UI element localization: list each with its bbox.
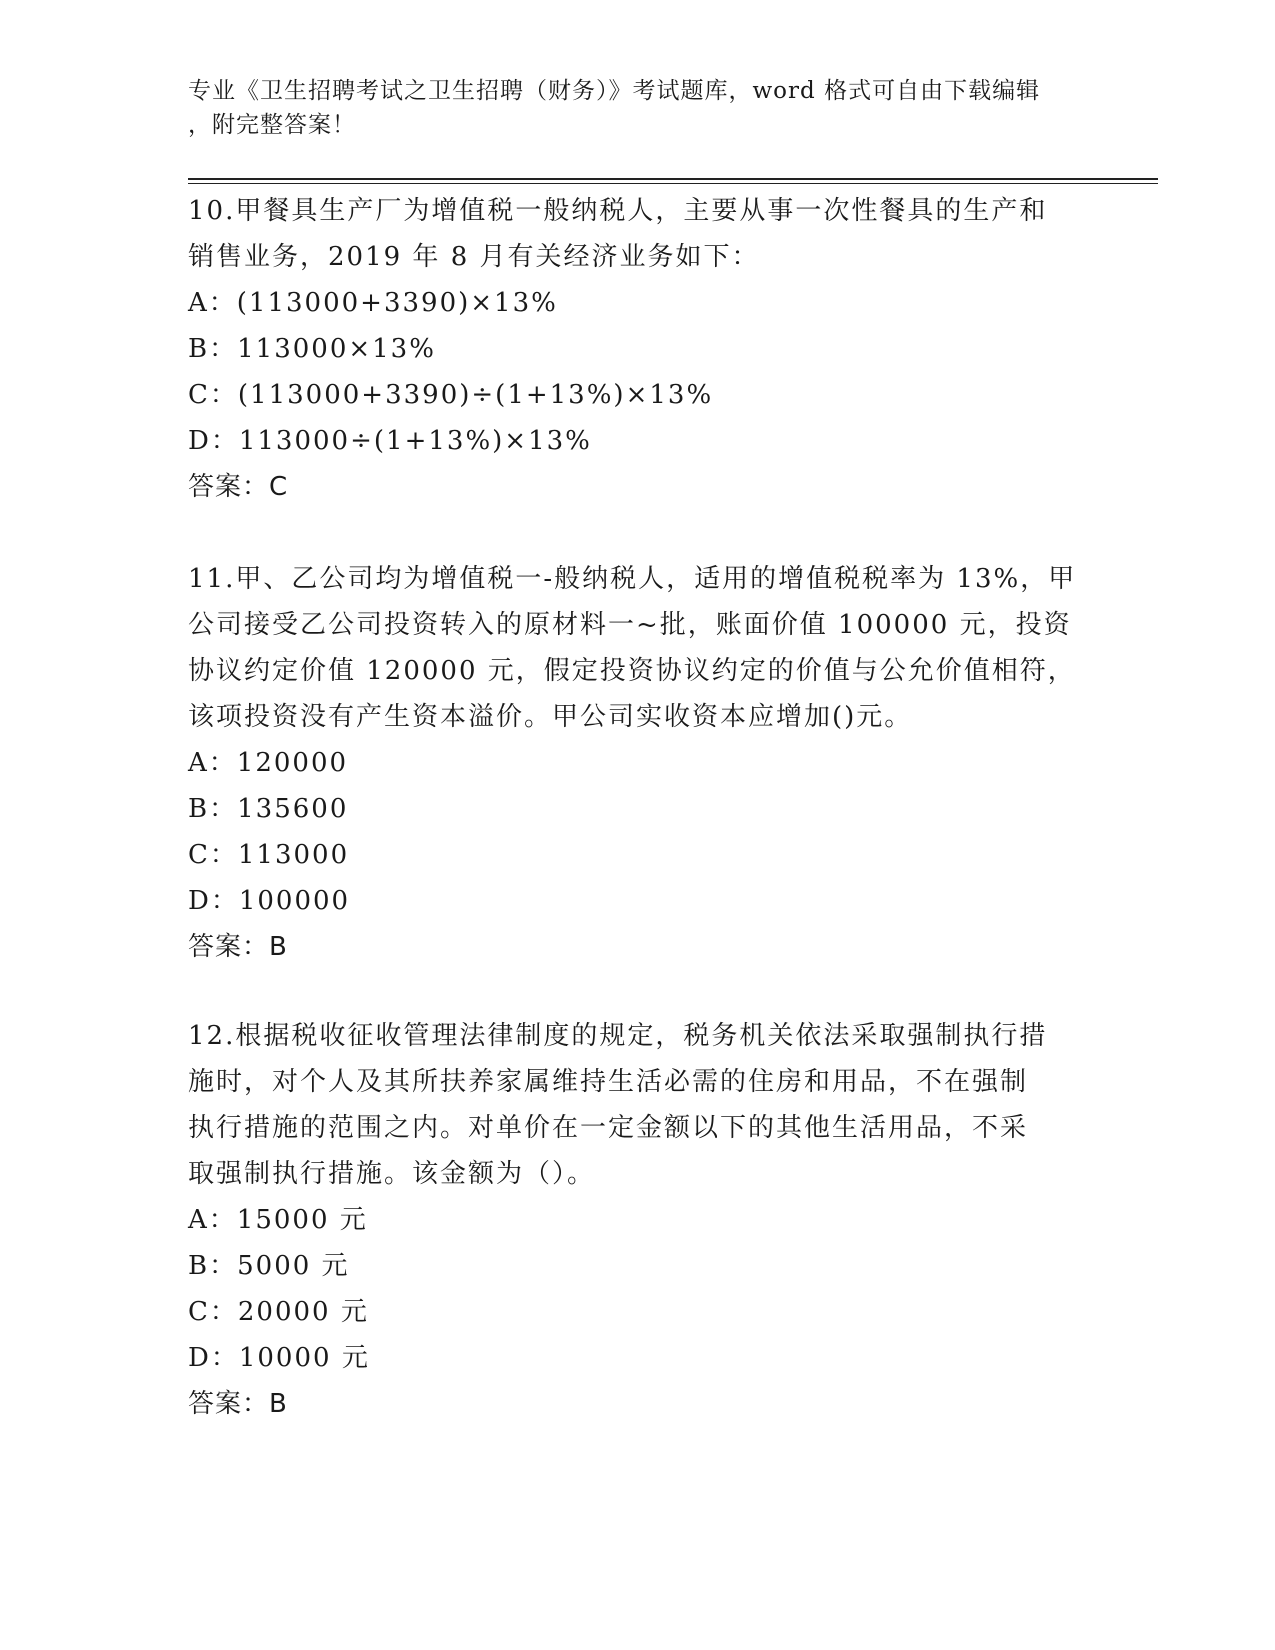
document-header: [188, 74, 1088, 142]
question-stem-line: 执行措施的范围之内。对单价在一定金额以下的其他生活用品，不采: [188, 1113, 1029, 1143]
option-d: D：10000 元: [188, 1343, 370, 1373]
question-11: [188, 556, 1088, 970]
question-stem-line: 销售业务，2019 年 8 月有关经济业务如下：: [188, 242, 760, 272]
option-c: C：20000 元: [188, 1297, 369, 1327]
question-stem-line: 取强制执行措施。该金额为（）。: [188, 1159, 596, 1189]
question-stem-line: 10.甲餐具生产厂为增值税一般纳税人，主要从事一次性餐具的生产和: [188, 196, 1048, 226]
answer-line: 答案：B: [188, 932, 288, 962]
header-line-1: 专业《卫生招聘考试之卫生招聘（财务）》考试题库，word 格式可自由下载编辑: [188, 78, 1041, 104]
header-divider-thick: [188, 178, 1158, 180]
option-c: C：(113000+3390)÷(1+13%)×13%: [188, 380, 714, 410]
question-12: [188, 1013, 1088, 1427]
option-b: B：135600: [188, 794, 349, 824]
question-stem-line: 协议约定价值 120000 元，假定投资协议约定的价值与公允价值相符，: [188, 656, 1076, 686]
question-stem-line: 公司接受乙公司投资转入的原材料一~批，账面价值 100000 元，投资: [188, 610, 1072, 640]
question-stem-line: 12.根据税收征收管理法律制度的规定，税务机关依法采取强制执行措: [188, 1021, 1048, 1051]
question-stem-line: 11.甲、乙公司均为增值税一-般纳税人，适用的增值税税率为 13%，甲: [188, 564, 1077, 594]
option-a: A：120000: [188, 748, 349, 778]
option-a: A：15000 元: [188, 1205, 368, 1235]
option-b: B：5000 元: [188, 1251, 350, 1281]
header-line-2: ，附完整答案！: [188, 112, 356, 138]
option-a: A：(113000+3390)×13%: [188, 288, 558, 318]
answer-line: 答案：B: [188, 1389, 288, 1419]
question-stem-line: 该项投资没有产生资本溢价。甲公司实收资本应增加()元。: [188, 702, 913, 732]
option-d: D：113000÷(1+13%)×13%: [188, 426, 592, 456]
question-10: [188, 188, 1088, 510]
header-divider-thin: [188, 183, 1158, 184]
option-b: B：113000×13%: [188, 334, 436, 364]
answer-line: 答案：C: [188, 472, 289, 502]
option-d: D：100000: [188, 886, 351, 916]
option-c: C：113000: [188, 840, 350, 870]
question-stem-line: 施时，对个人及其所扶养家属维持生活必需的住房和用品，不在强制: [188, 1067, 1029, 1097]
